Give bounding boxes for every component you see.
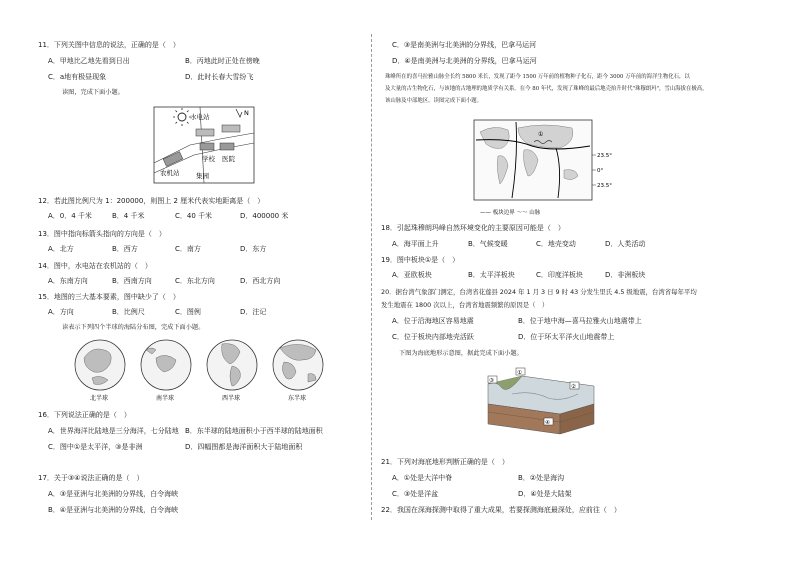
q19-option-a: A．亚欧板块 [392,271,432,279]
q17-stem: 17．关于③④说法正确的是（ ） [38,474,144,482]
ocean-label-3: ③ [489,378,494,384]
column-divider [371,34,372,520]
lat-equator: 0° [597,168,604,174]
q20-option-d: D．位于环太平洋火山地震带上 [518,333,615,341]
q18-option-b: B．气候变暖 [468,240,508,248]
q13-option-a: A．北方 [48,245,74,253]
north-arrow-label: N [244,109,249,117]
q16-option-a: A．世界海洋比陆地是三分海洋，七分陆地 [48,427,179,435]
q13-option-b: B．西方 [112,245,138,253]
q21-option-a: A．①处是大洋中脊 [392,474,453,482]
q15-option-b: B．比例尺 [112,308,145,316]
q21-option-d: D．④处是大陆架 [518,490,572,498]
q20-option-a: A．位于沿海地区容易地震 [392,317,474,325]
q18-option-d: D．人类活动 [605,240,646,248]
passage-line-2: 及大量的古生物化石，与该地的古地理的地质学有关系。在今 80 年代，发现了珠峰的最后地壳抬升时代"珠穆朗玛"，雪山海拔在极高， [385,86,708,92]
q13-stem: 13．图中指向标箭头指向的方向是（ ） [38,230,166,238]
q12-option-c: C．40 千米 [175,212,213,220]
q13-option-c: C．南方 [175,245,201,253]
q17-option-c: C．③是南美洲与北美洲的分界线，巴拿马运河 [392,41,537,49]
q11-option-a: A．甲地比乙地先看到日出 [48,57,130,65]
town-map [150,103,260,185]
ocean-label-1: ① [517,370,522,376]
q20-stem-line2: 发生地震在 1800 次以上，台湾省地震频繁的原因是（ ） [381,301,549,309]
q14-option-b: B．西南方向 [112,277,152,285]
hemisphere-label-east: 东半球 [288,395,307,402]
hospital-label: 医院 [222,155,235,163]
hemisphere-label-north: 北半球 [90,395,109,402]
market-label: 集园 [196,172,209,180]
passage-line-1: 珠峰所在的喜马拉雅山脉全长约 5800 米长，发现了距今 1500 万年前的植物种子化石，距今 3000 万年前的海洋生物化石，以 [385,74,690,80]
q12-option-d: D．400000 米 [240,212,289,220]
q16-option-d: D．四幅图都是海洋面积大于陆地面积 [185,443,303,451]
map-instruction: 读图，完成下面小题。 [62,89,124,96]
passage-line-3: 该山脉及中部地区。读图完成下面小题。 [385,98,483,104]
q12-stem: 12．若此图比例尺为 1：200000，则图上 2 厘米代表实地距离是（ ） [38,197,265,205]
q21-option-c: C．③处是洋盆 [392,490,439,498]
q15-option-c: C．图例 [175,308,201,316]
q21-stem: 21．下列对海底地形判断正确的是（ ） [381,458,509,466]
q22-stem: 22．我国在深海探测中取得了重大成果，若要探测海底最深处，应前往（ ） [381,506,621,514]
hemisphere-maps [70,338,330,408]
lat-north-tropic: 23.5° [597,153,612,159]
east-hemisphere-globe [273,340,323,390]
q18-option-a: A．海平面上升 [392,240,439,248]
hemisphere-instruction: 读表示下列四个半球的海陆分布图，完成下面小题。 [62,324,205,331]
q15-option-d: D．注记 [240,308,267,316]
q14-option-c: C．东北方向 [175,277,215,285]
q19-option-c: C．印度洋板块 [536,271,583,279]
q20-option-c: C．位于板块内部地壳活跃 [392,333,474,341]
q20-option-b: B．位于地中海—喜马拉雅火山地震带上 [518,317,642,325]
ocean-label-4: ④ [545,420,550,426]
plate-marker-1: ① [538,131,544,138]
q12-option-b: B．4 千米 [112,212,145,220]
school-label: 学校 [202,155,215,163]
q19-stem: 19．图中板块①是（ ） [381,256,460,264]
q15-option-a: A．方向 [48,308,74,316]
hemisphere-label-west: 西半球 [222,395,241,402]
q21-option-b: B．②处是海沟 [518,474,565,482]
ocean-label-2: ② [571,384,576,390]
south-hemisphere-globe [141,340,191,390]
west-hemisphere-globe [207,340,257,390]
north-hemisphere-globe [75,340,125,390]
q12-option-a: A．0．4 千米 [48,212,92,220]
q11-option-d: D．此时长春大雪纷飞 [185,73,254,81]
q18-option-c: C．地壳变动 [536,240,576,248]
q18-stem: 18．引起珠穆朗玛峰自然环境变化的主要原因可能是（ ） [381,224,565,232]
q16-option-b: B．东半球的陆地面积小于西半球的陆地面积 [185,427,323,435]
q15-stem: 15．地图的三大基本要素，图中缺少了（ ） [38,293,180,301]
hemisphere-label-south: 南半球 [156,395,175,402]
q13-option-d: D．东方 [240,245,267,253]
q11-option-c: C．a地有极昼现象 [48,73,107,81]
q14-option-d: D．西北方向 [240,277,281,285]
lat-south-tropic: 23.5° [597,183,612,189]
plate-map-legend: —— 板块边界 ～～ 山脉 [480,210,541,216]
q16-stem: 16．下列说法正确的是（ ） [38,411,131,419]
q17-option-b: B．④是亚洲与北美洲的分界线，白令海峡 [48,506,179,514]
ocean-instruction: 下图为海底地形示意图，据此完成下面小题。 [399,350,523,357]
hydro-station-label: 水电站 [190,113,210,121]
q14-stem: 14．图中，水电站在农机站的（ ） [38,262,152,270]
plate-world-map [472,118,622,218]
q17-option-d: D．④是南美洲与北美洲的分界线，巴拿马运河 [392,57,537,65]
q19-option-d: D．非洲板块 [605,271,646,279]
q19-option-b: B．太平洋板块 [468,271,515,279]
q11-stem: 11．下列关图中信息的说法，正确的是（ ） [38,41,180,49]
q11-option-b: B．丙地此时正处在傍晚 [185,57,260,65]
q16-option-c: C．图中①是太平洋，③是非洲 [48,443,143,451]
q17-option-a: A．③是亚洲与北美洲的分界线，白令海峡 [48,490,179,498]
q20-stem-line1: 20．据台湾气象部门测定，台湾省花莲县 2024 年 1 月 3 日 9 时 43 分发生里氏 4.5 级地震，台湾省每年平均 [381,288,697,296]
seafloor-diagram [482,364,602,440]
farm-station-label: 农机站 [160,169,180,177]
q14-option-a: A．东南方向 [48,277,88,285]
